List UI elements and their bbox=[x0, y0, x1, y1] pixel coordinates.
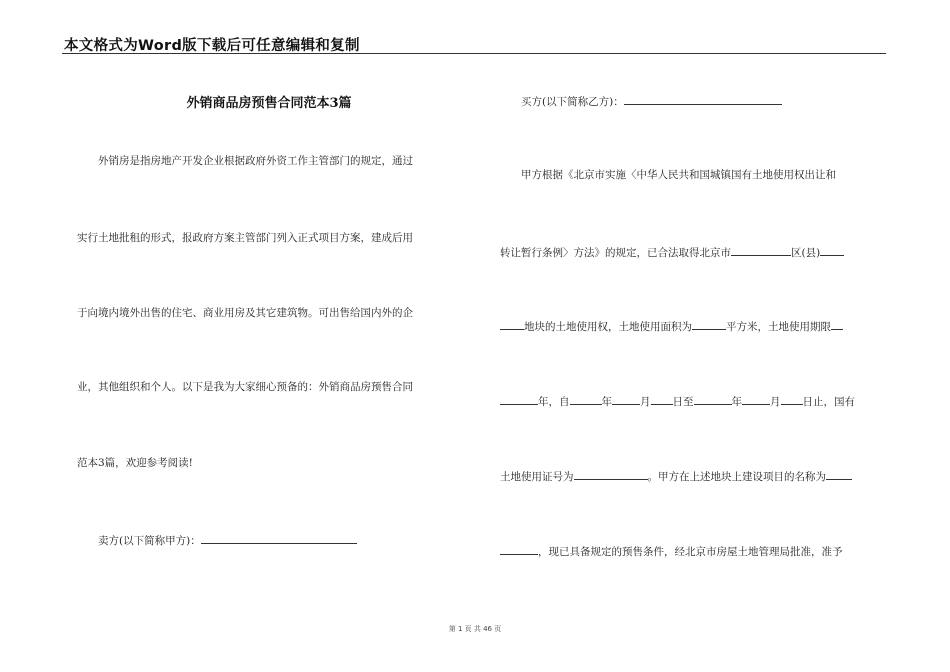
start-month-blank bbox=[612, 393, 640, 405]
clause-text: 土地使用证号为 bbox=[500, 471, 574, 483]
clause-line-2 bbox=[500, 244, 886, 260]
term-blank bbox=[831, 318, 843, 330]
intro-line-3: 于向境内境外出售的住宅、商业用房及其它建筑物。可出售给国内外的企 bbox=[77, 307, 413, 319]
buyer-label: 买方(以下简称乙方)： bbox=[521, 96, 624, 108]
intro-line-2: 实行土地批租的形式，报政府方案主管部门列入正式项目方案，建成后用 bbox=[77, 232, 413, 244]
end-day-blank bbox=[781, 393, 803, 405]
area-blank bbox=[692, 318, 726, 330]
intro-line-4: 业，其他组织和个人。以下是我为大家细心预备的：外销商品房预售合同 bbox=[77, 381, 413, 393]
plot-blank-cont bbox=[500, 318, 524, 330]
clause-line-3 bbox=[500, 318, 886, 334]
clause-line-5 bbox=[500, 468, 886, 484]
intro-line-5: 范本3篇，欢迎参考阅读! bbox=[77, 457, 193, 469]
seller-field bbox=[77, 532, 484, 548]
buyer-field bbox=[500, 93, 907, 109]
seller-label: 卖方(以下简称甲方)： bbox=[98, 535, 201, 547]
start-year-blank bbox=[570, 393, 602, 405]
clause-text: 区(县) bbox=[791, 247, 821, 259]
clause-line-1: 甲方根据《北京市实施〈中华人民共和国城镇国有土地使用权出让和 bbox=[521, 169, 836, 181]
project-name-blank-cont bbox=[500, 543, 538, 555]
clause-text: ，现已具备规定的预售条件，经北京市房屋土地管理局批准，准予 bbox=[538, 546, 843, 558]
clause-text: 平方米，土地使用期限 bbox=[726, 321, 831, 333]
clause-text: 日至 bbox=[672, 396, 694, 408]
page-number: 第 1 页 共 46 页 bbox=[448, 625, 502, 633]
clause-text: 年，自 bbox=[538, 396, 570, 408]
clause-text: 年 bbox=[601, 396, 612, 408]
clause-text: 年 bbox=[731, 396, 742, 408]
intro-line-1: 外销房是指房地产开发企业根据政府外资工作主管部门的规定，通过 bbox=[98, 155, 413, 167]
plot-blank bbox=[820, 244, 844, 256]
start-day-blank bbox=[651, 393, 673, 405]
end-month-blank bbox=[742, 393, 770, 405]
banner-divider bbox=[62, 53, 886, 54]
buyer-blank bbox=[624, 93, 782, 105]
certificate-blank bbox=[574, 468, 648, 480]
document-title: 外销商品房预售合同范本3篇 bbox=[186, 96, 352, 111]
years-blank bbox=[500, 393, 538, 405]
clause-line-6 bbox=[500, 543, 886, 559]
clause-text: 地块的土地使用权，土地使用面积为 bbox=[524, 321, 692, 333]
clause-text: 。甲方在上述地块上建设项目的名称为 bbox=[647, 471, 826, 483]
project-name-blank bbox=[826, 468, 852, 480]
end-year-blank bbox=[694, 393, 732, 405]
seller-blank bbox=[201, 532, 357, 544]
district-blank bbox=[731, 244, 791, 256]
clause-text: 日止，国有 bbox=[802, 396, 855, 408]
clause-text: 转让暂行条例〉方法》的规定，已合法取得北京市 bbox=[500, 247, 731, 259]
download-banner: 本文格式为Word版下载后可任意编辑和复制 bbox=[64, 38, 360, 54]
clause-text: 月 bbox=[640, 396, 651, 408]
clause-text: 月 bbox=[770, 396, 781, 408]
clause-line-4 bbox=[500, 393, 886, 409]
